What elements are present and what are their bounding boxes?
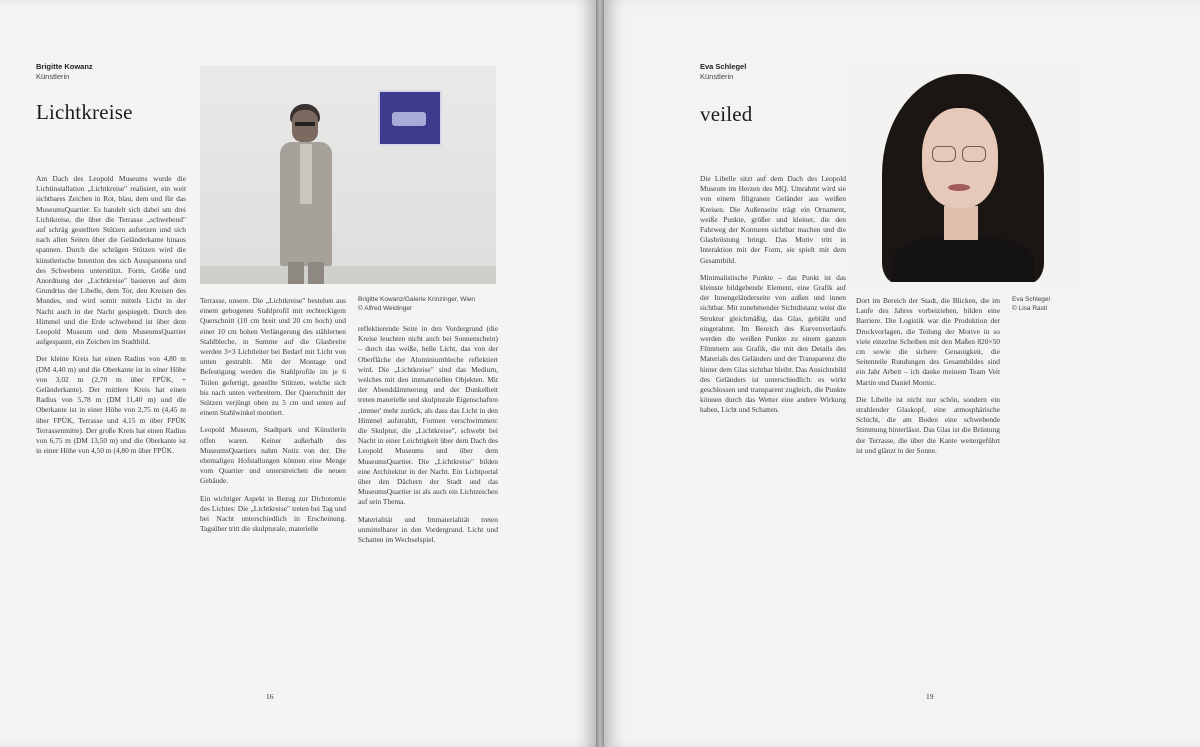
author-name: Brigitte Kowanz [36,62,93,71]
text-column-1 [36,174,186,670]
spine-gutter [596,0,604,747]
paragraph: Minimalistische Punkte – das Punkt ist das kleinste bildgebende Element, eine Grafik auf der Innengeländerseite von außen und innen sichtbar. Mit zunehmender Sichtdistanz weist die Struktur gleichmäßig, das Glas, gebläht und eingerahmt. Im Bereich des Kurvenverlaufs werden die weißen Punkte zu einem ganzen Flimmern aus Grafik, die mit den Details des Materials des Geländers und der Transparenz die hinter dem Glas sichtbar bleibt. Das Ansichtsbild des Geländers ist unterschiedlich: es wirkt geschlossen und transparent zugleich, die Punkte können durch das Wetter eine andere Wirkung haben, Licht und Schatten. [700,272,846,415]
artwork-frame [378,90,442,146]
paragraph: Materialität und Immaterialität treten unmittelbarer in den Vordergrund. Licht und Schatten im Wechselspiel. [358,514,498,545]
paragraph: Die Libelle sitzt auf dem Dach des Leopold Museum im Herzen des MQ. Umrahmt wird sie von einem filigranen Geländer aus weißen Kreisen. Die Außenseite trägt ein Ornament, weiße Punkte, größer und kleiner, die den Fahrweg der Konturen sichtbar machen und die Glasbrüstung bringt. Das Motiv tritt in Interaktion mit der Form, sie spielt mit dem Gesamtbild. [700,174,846,265]
page-number: 16 [266,692,274,701]
left-page [0,0,596,747]
text-column-2 [856,296,1000,620]
photo-caption: Eva Schlegel © Lisa Rastl [1012,296,1050,312]
page-number: 19 [926,692,934,701]
paragraph: Der kleine Kreis hat einen Radius von 4,80 m (DM 4,40 m) und die Oberkante ist in einer Höhe von 3,02 m (2,70 m über FPÜK, + Geländerkante). Der mittlere Kreis hat einen Radius von 5,78 m (DM 11,40 m) und die Oberkante ist in einer Höhe von 2,75 m (4,45 m über FPÜK, Terrasse und 4,15 m über FPÜK Terrassenmitte). Der große Kreis hat einen Radius von 6,75 m (DM 13,50 m) und die Oberkante ist in einer Höhe von 4,50 m (4,80 m über FPÜK. [36,354,186,456]
paragraph: Die Libelle ist nicht nur schön, sondern ein strahlender Glaskopf, eine atmosphärische Schicht, die am Boden eine schwebende Stimmung hinterlässt. Das Glas ist die Brüstung der Terrasse, die über die Kante weitergeführt ist und glänzt in der Sonne. [856,394,1000,455]
paragraph: reflektierende Seite in den Vordergrund (die Kreise leuchten nicht auch bei Sonnenschein) – durch das weiße, helle Licht, das von der Oberfläche der Aluminiumbleche reflektiert wird. Die „Lichtkreise" sind das Medium, welches mit den immateriellen Objekten. Mit der Abenddämmerung und der Dunkelheit treten materielle und skulpturale Eigenschaften ‚immer' mehr zurück, als dass das Licht in den Himmel aufstrahlt, Formen verschwimmen: die Skulptur, die „Lichtkreise", schwebt bei Nacht in einer Leichtigkeit über dem Dach des Leopold Museums und über dem MuseumsQuartier. Die „Lichtkreise" bilden eine Architektur in der Nacht. Ein Lichtportal über den Dächern der Stadt und das MuseumsQuartier ist als auch ein Lichtzeichen auf sein Thema. [358,324,498,507]
photo-caption: Brigitte Kowanz/Galerie Krinzinger, Wien © Alfred Weidinger [358,296,476,312]
article-title: Lichtkreise [36,100,133,124]
text-column-3 [358,324,498,670]
text-column-1 [700,174,846,540]
text-column-2 [200,296,346,670]
paragraph: Leopold Museum, Stadtpark und Künstlerin offen waren. Keiner außerhalb des MuseumsQuartiers nahm Notiz von der. Die ehemaligen Hofstallungen können eine Menge vom Quartier und unterstreichen die neuen Gebäude. [200,425,346,486]
article-title: veiled [700,102,753,126]
artist-photo [200,66,496,284]
paragraph: Am Dach des Leopold Museums wurde die Lichtinstallation „Lichtkreise" realisiert, ein weit sichtbares Zeichen in Rot, blau, dem und für das MuseumsQuartier. Es handelt sich dabei um drei Lichtkreise, die über die Terrasse „schwebend" auf schräg gestellten Stützen aufsetzen und sich nach allen Seiten über die Geländerkante hinaus spannen. Durch die schrägen Stützen wird die künstlerische Intention des sich Ausspannens und des Schwebens unterstützt. Form, Größe und Anordnung der „Lichtkreise" basieren auf dem Grundriss der Libelle, dem Tor, den Kreisen des Mondes, und wird somit mittels Licht in der Nacht auch in der Nacht gespiegelt. Durch den Himmel und die Erde schwebend ist über dem Leopold Museum und dem MuseumsQuartier aufgespannt, ein Zeichen im Stadtbild. [36,174,186,347]
author-role: Künstlerin [36,72,70,81]
artist-portrait-photo [852,66,1074,282]
paragraph: Terrasse, unsere. Die „Lichtkreise" bestehen aus einem gebogenen Stahlprofil mit rechteckigem Querschnitt (10 cm breit und 20 cm hoch) und einer 10 cm hohen Verlängerung des stählernen Stahlbleche, in Summe auf die Glasbreite werden 3×3 Lichtleiter bei Bedarf mit Licht von unten gestrahlt. Mit der Montage und Befestigung werden die Stahlprofile im je 6 Teilen gefertigt, gestellte Stützen, welche sich bis nach unten verbreitern. Der Querschnitt der Stützen verjüngt oben zu 5 cm und unten auf einem Stahlwinkel montiert. [200,296,346,418]
paragraph: Dort im Bereich der Stadt, die Blicken, die im Laufe des Jahres vorbeiziehen, bilden eine Barriere. Die Logistik war die Produktion der Druckvorlagen, die Teilung der Motive in so viele einzelne Scheiben mit den Maßen 820×50 cm sowie die sichere Genauigkeit, die Seitenteile Rundungen des Gesamtbildes sind ein Jahr Arbeit – ich danke meinem Team Veit Martin und Daniel Mornic. [856,296,1000,387]
paragraph: Ein wichtiger Aspekt in Bezug zur Dichotomie des Lichtes: Die „Lichtkreise" treten bei Tag und bei Nacht unterschiedlich in Erscheinung. Tagsüber tritt die skulpturale, materielle [200,493,346,534]
author-name: Eva Schlegel [700,62,747,71]
author-role: Künstlerin [700,72,734,81]
